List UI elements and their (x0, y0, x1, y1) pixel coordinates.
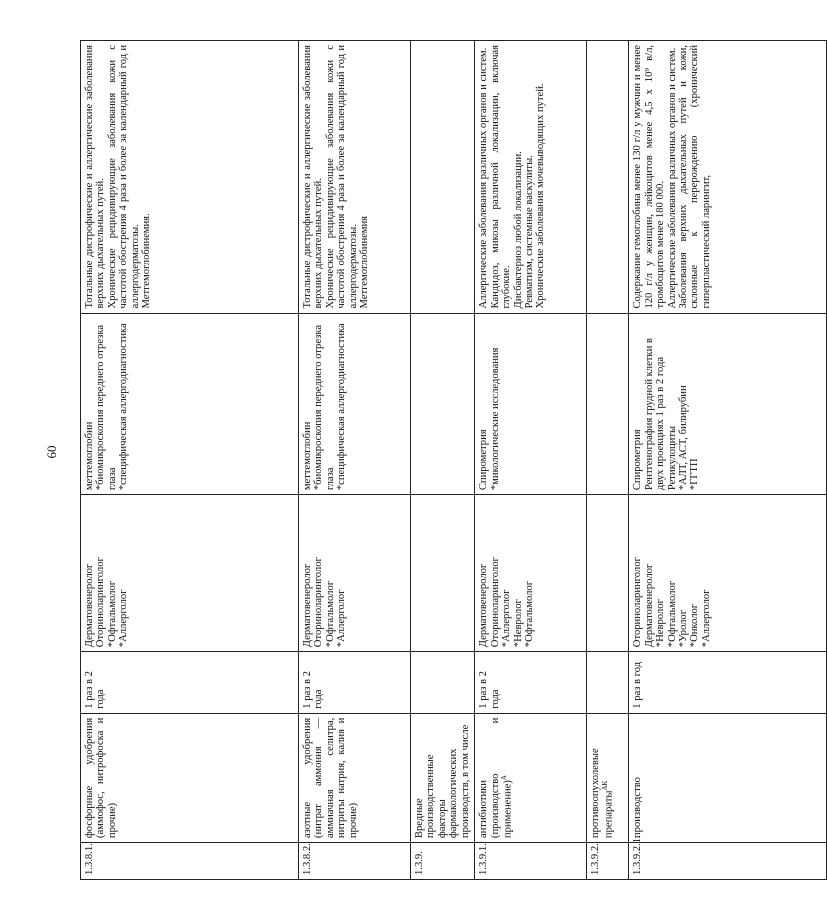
factor-name-superscript: АК (600, 780, 609, 791)
exam-item: *АЛТ, АСТ, билирубин (677, 385, 689, 491)
contraindications-cell (411, 41, 475, 314)
row-code: 1.3.8.2. (302, 843, 313, 875)
exams-cell (411, 313, 475, 495)
table-row (81, 41, 299, 880)
requirements-table (80, 40, 827, 880)
exam-frequency: 1 раз в 2 года (302, 671, 325, 709)
row-code-cell (411, 843, 475, 880)
contraindications-cell (629, 41, 827, 314)
factor-name: Вредные производственные факторы фармакологических производств, в том числе (414, 724, 471, 839)
table-row (587, 41, 629, 880)
contraindication-item: Кандидоз, микозы различной локализации, включая глубокие. (489, 45, 513, 309)
contraindication-item: Метгемоглобинемия. (141, 213, 153, 309)
factor-name-superscript: А (500, 775, 509, 781)
exams-cell (629, 313, 827, 495)
exam-item: *микологические исследования (489, 347, 501, 491)
frequency-cell (629, 652, 827, 714)
doctor-item: Оториноларинголог (95, 557, 107, 648)
factor-name: фосфорные удобрения (аммофос, нитрофоска и прочие) (84, 717, 118, 839)
doctors-cell (411, 495, 475, 652)
contraindication-item: Заболевания верхних дыхательных путей и кожи, склонные к перерождению (хронический гиперпластический ларингит, (677, 45, 712, 309)
row-code: 1.3.9.1. (478, 843, 490, 875)
contraindication-item: Аллергические заболевания различных органов и систем. (478, 47, 490, 309)
doctors-cell (587, 495, 629, 652)
exam-item: *биомикроскопия переднего отрезка глаза (95, 324, 118, 491)
contraindication-item: Тотальные дистрофические и аллергические заболевания верхних дыхательных путей. (302, 45, 325, 309)
factor-name: азотные удобрения (нитрат аммония — аммиачная селитра, нитриты натрия, калия и прочие) (302, 717, 359, 839)
contraindication-item: Метгемоглобинемия (359, 215, 371, 309)
exam-frequency: 1 раз в 2 года (478, 671, 501, 709)
doctor-item: *Аллерголог (118, 589, 130, 648)
factor-name: антибиотики (производство и применение) (478, 717, 514, 839)
frequency-cell (411, 652, 475, 714)
factor-name: производство (632, 777, 644, 839)
factor-name: противоопухолевые препараты (590, 748, 615, 839)
doctor-item: *Офтальмолог (324, 580, 336, 648)
doctor-item: *Офтальмолог (523, 580, 535, 648)
table-row (629, 41, 827, 880)
exam-item: Рентгенография грудной клетки в двух проекциях 1 раз в 2 года (643, 338, 667, 491)
factor-name-cell (475, 713, 587, 842)
doctor-item: *Аллерголог (501, 589, 513, 648)
factor-name-cell (81, 713, 299, 842)
row-code-cell (475, 843, 587, 880)
contraindication-item: Тотальные дистрофические и аллергические заболевания верхних дыхательных путей. (84, 45, 107, 309)
doctor-item: *Невролог (655, 599, 667, 648)
doctors-cell (81, 495, 299, 652)
contraindication-item: Дисбактериоз любой локализации. (512, 151, 524, 309)
exam-frequency: 1 раз в 2 года (84, 671, 107, 709)
doctor-item: Оториноларинголог (313, 557, 325, 648)
doctors-cell (629, 495, 827, 652)
exam-item: меттемоглобин (84, 421, 95, 491)
contraindication-item: Ревматизм, системные васкулиты. (523, 155, 535, 309)
row-code-cell (629, 835, 827, 880)
frequency-cell (299, 652, 411, 714)
exam-item: *специфическая аллергодиагностика (118, 323, 130, 491)
row-code-cell (587, 843, 629, 880)
row-code: 1.3.9.2. (590, 843, 602, 875)
row-code: 1.3.8.1. (84, 843, 95, 875)
contraindication-item: Содержание гемоглобина менее 130 г/л у мужчин и менее 120 г/л у женщин, лейкоцитов менее 4,5 х 10⁹ в/л, тромбоцитов менее 180 000. (632, 45, 667, 309)
row-code: 1.3.9. (414, 851, 425, 875)
doctor-item: Дерматовенеролог (302, 563, 313, 648)
doctor-item: *Аллерголог (336, 589, 348, 648)
factor-name-cell (299, 713, 411, 842)
doctors-cell (475, 495, 587, 652)
frequency-cell (475, 652, 587, 714)
doctor-item: *Аллерголог (700, 589, 712, 648)
exams-cell (81, 313, 299, 495)
doctor-item: *Невролог (512, 599, 524, 648)
factor-name-cell (587, 713, 629, 842)
exams-cell (587, 313, 629, 495)
exams-cell (475, 313, 587, 495)
exam-item: Спирометрия (478, 429, 490, 491)
frequency-cell (587, 652, 629, 714)
exam-item: Ретикулоциты (666, 425, 678, 491)
page-number: 60 (44, 445, 59, 459)
doctor-item: Оториноларинголог (632, 557, 644, 648)
exam-item: Спирометрия (632, 429, 644, 491)
doctor-item: Дерматовенеролог (643, 563, 655, 648)
contraindications-cell (81, 41, 299, 314)
table-row (411, 41, 475, 880)
contraindication-item: Хронические рецидивирующие заболевания кожи с частотой обострения 4 раза и более за календарный год и аллергодерматозы. (106, 45, 141, 309)
doctor-item: *Уролог (677, 609, 689, 648)
exam-item: *биомикроскопия переднего отрезка глаза (313, 324, 336, 491)
doctor-item: *Офтальмолог (666, 580, 678, 648)
contraindications-cell (299, 41, 411, 314)
doctors-cell (299, 495, 411, 652)
contraindication-item: Хронические заболевания мочевыводящих путей. (535, 83, 547, 309)
exam-item: меттемоглобин (302, 421, 313, 491)
factor-name-cell (411, 713, 475, 842)
exam-item: *специфическая аллергодиагностика (336, 323, 348, 491)
exam-item: *ГГТП (689, 458, 701, 491)
doctor-item: Дерматовенеролог (478, 563, 490, 648)
row-code-cell (299, 843, 411, 880)
doctor-item: Дерматовенеролог (84, 563, 95, 648)
doctor-item: *Офтальмолог (106, 580, 118, 648)
doctor-item: *Онколог (689, 603, 701, 648)
contraindications-cell (475, 41, 587, 314)
contraindication-item: Аллергические заболевания различных органов и систем. (666, 47, 678, 309)
exam-frequency: 1 раз в год (632, 661, 644, 709)
factor-name-cell (629, 713, 827, 842)
frequency-cell (81, 652, 299, 714)
contraindications-cell (587, 41, 629, 314)
rotated-page (80, 40, 712, 880)
contraindication-item: Хронические рецидивирующие заболевания кожи с частотой обострения 4 раза и более за календарный год и аллергодерматозы. (324, 45, 359, 309)
row-code: 1.3.9.2.1. (632, 835, 644, 875)
row-code-cell (81, 843, 299, 880)
table-row (299, 41, 411, 880)
table-row (475, 41, 587, 880)
doctor-item: Оториноларинголог (489, 557, 501, 648)
exams-cell (299, 313, 411, 495)
